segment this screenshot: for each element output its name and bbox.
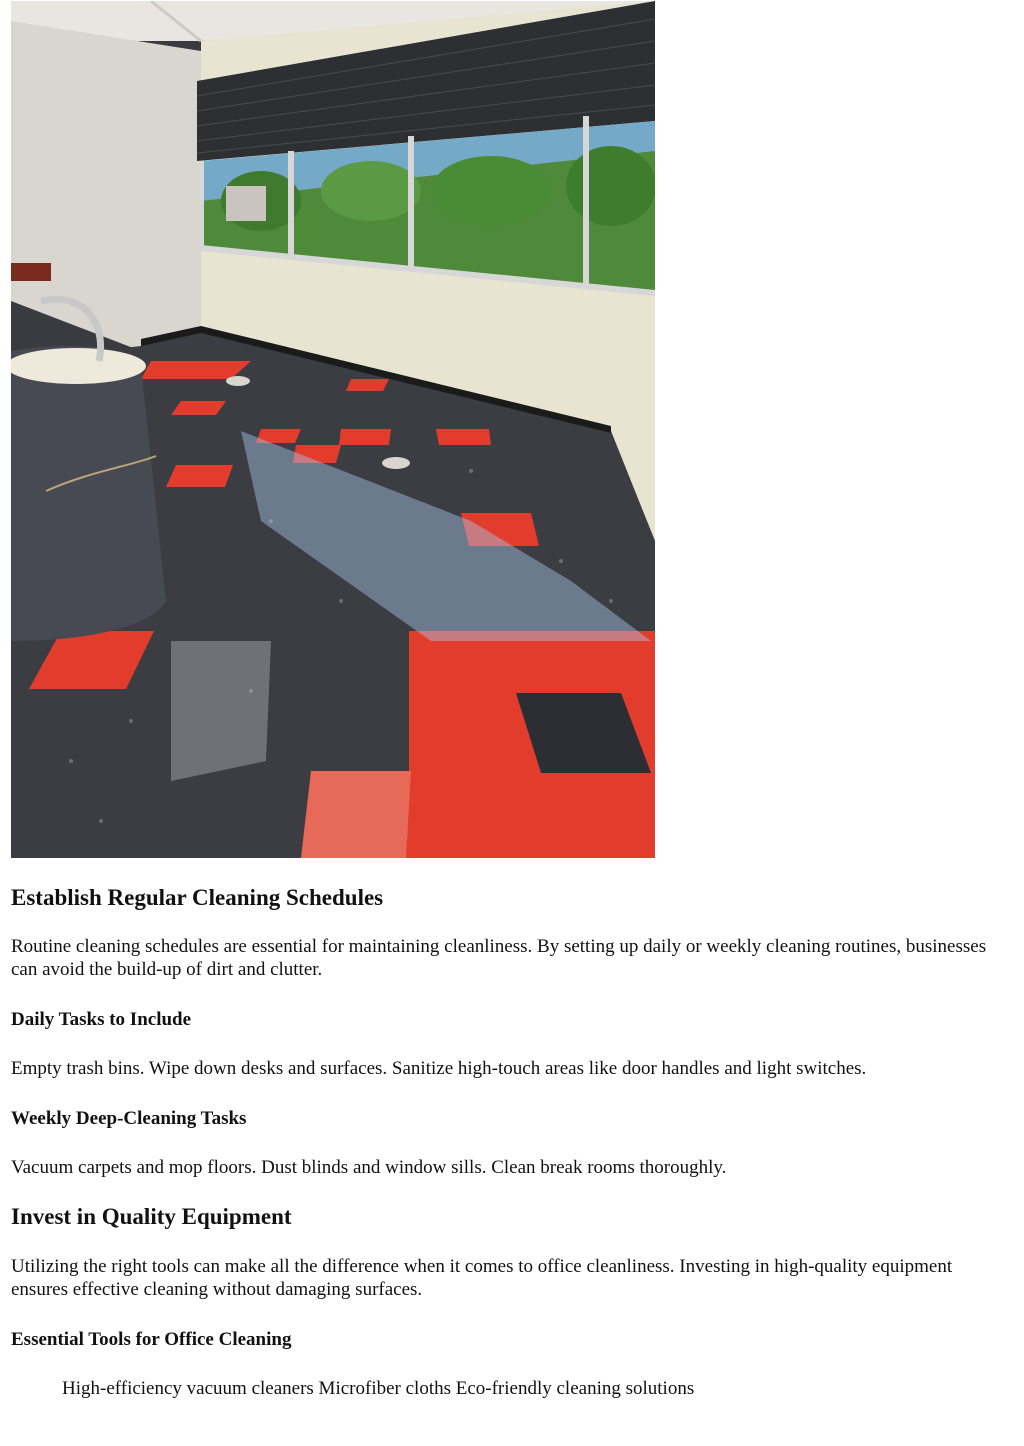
tools-list-text: High-efficiency vacuum cleaners Microfiber cloths Eco-friendly cleaning solutions [62,1378,695,1399]
article-content [11,880,1011,1400]
office-floor-photo [11,1,655,858]
subsection-heading: Weekly Deep-Cleaning Tasks [11,1108,247,1129]
subsection-heading: Essential Tools for Office Cleaning [11,1329,292,1350]
subsection-text: Vacuum carpets and mop floors. Dust blinds and window sills. Clean break rooms thoroughly. [11,1157,727,1178]
subsection-text: Empty trash bins. Wipe down desks and surfaces. Sanitize high-touch areas like door handles and light switches. [11,1058,867,1079]
section-heading: Establish Regular Cleaning Schedules [11,885,384,910]
section-intro: Routine cleaning schedules are essential for maintaining cleanliness. By setting up daily or weekly cleaning routines, businesses can avoid the build-up of dirt and clutter. [11,936,987,980]
section-heading: Invest in Quality Equipment [11,1204,292,1229]
section-intro: Utilizing the right tools can make all the difference when it comes to office cleanliness. Investing in high-quality equipment ensures effective cleaning without damaging surfaces. [11,1256,953,1300]
subsection-heading: Daily Tasks to Include [11,1009,192,1030]
office-floor-illustration [11,1,655,858]
